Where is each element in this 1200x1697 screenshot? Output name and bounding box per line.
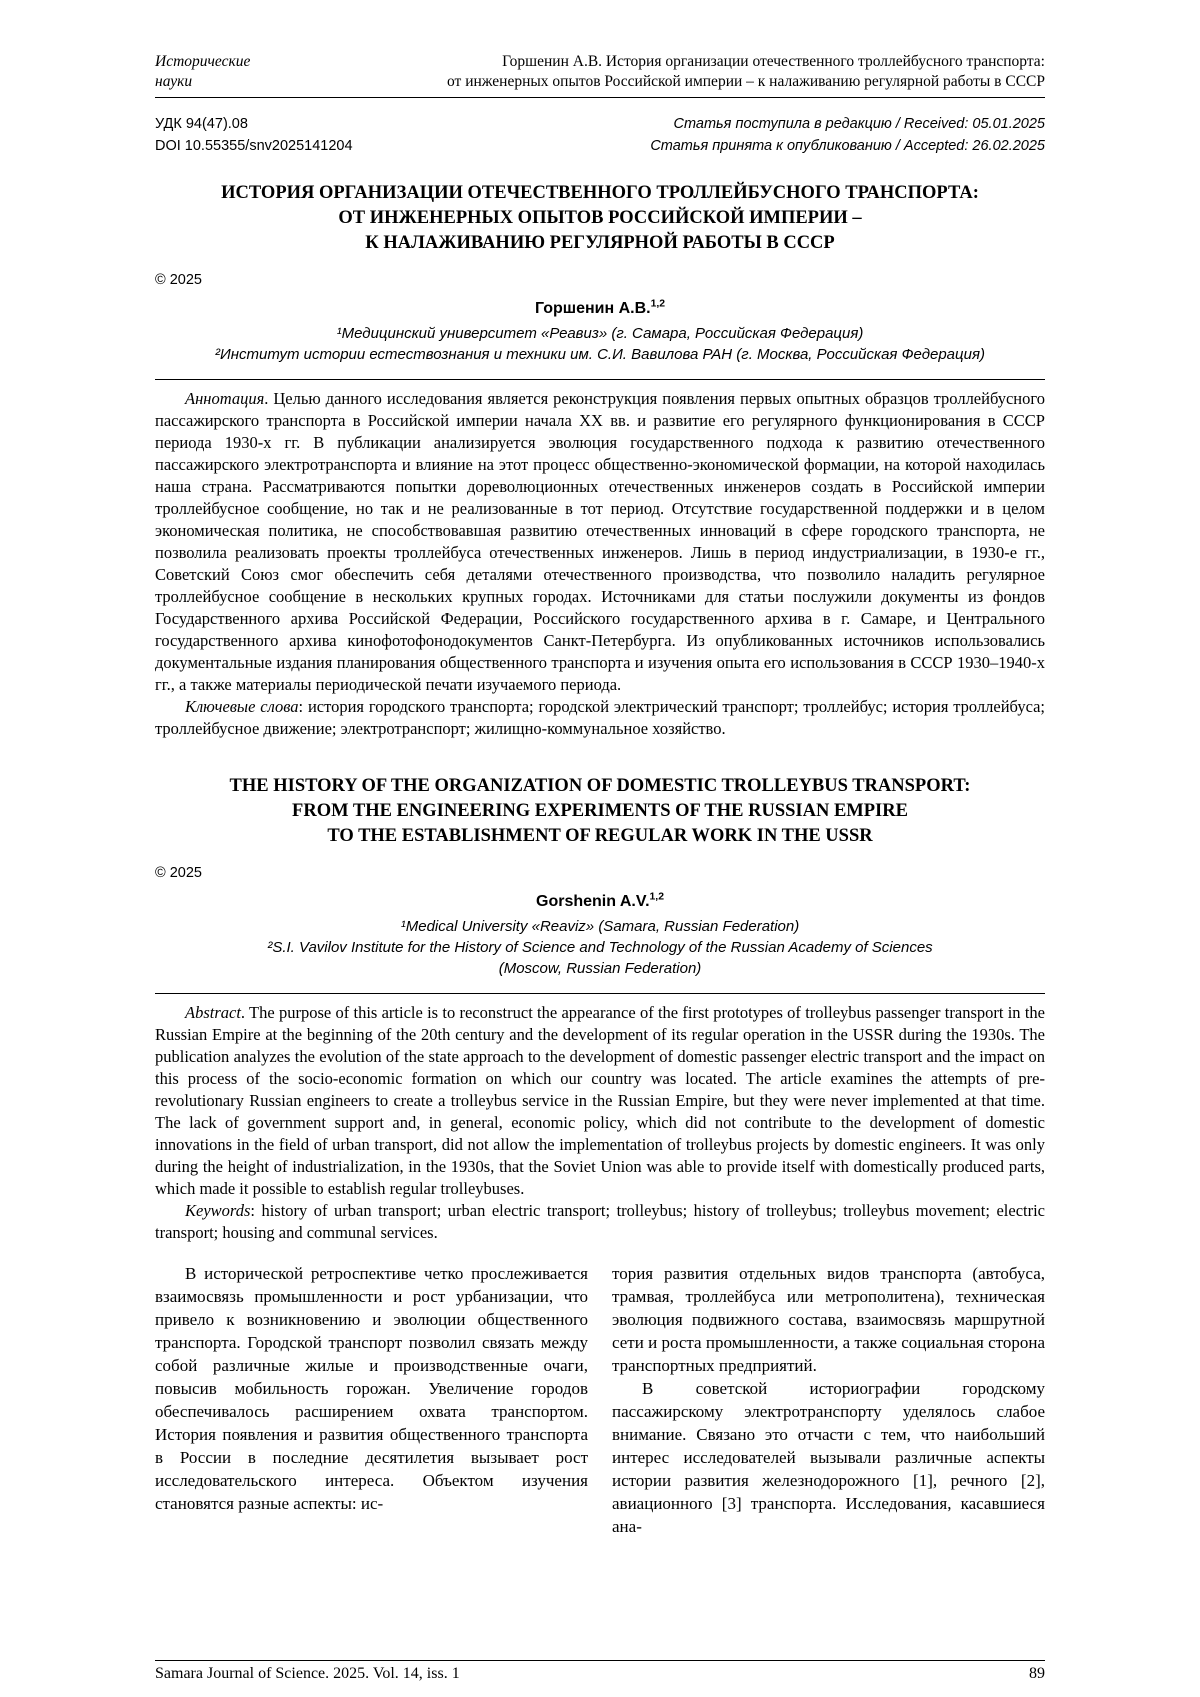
author-en	[155, 893, 1045, 911]
accepted-date: Статья принята к опубликованию / Accepted: 26.02.2025	[650, 138, 1045, 154]
title-ru-line2: ОТ ИНЖЕНЕРНЫХ ОПЫТОВ РОССИЙСКОЙ ИМПЕРИИ –	[338, 208, 862, 228]
journal-section-line1: Исторические	[155, 53, 251, 70]
article-title-en	[155, 774, 1045, 849]
affiliation-2-ru: ²Институт истории естествознания и техники им. С.И. Вавилова РАН (г. Москва, Российская Федерация)	[215, 346, 985, 363]
abstract-text-ru: . Целью данного исследования является реконструкция появления первых опытных образцов троллейбусного пассажирского транспорта в Российской империи начала XX вв. и развитие его регулярного функционирования в СССР периода 1930-х гг. В публикации анализируется эволюция государственного подхода к развитию отечественного пассажирского электротранспорта и влияние на этот процесс общественно-экономической формации, на которой находилась наша страна. Рассматриваются попытки дореволюционных отечественных инженеров создать в Российской империи троллейбусное сообщение, но так и не реализованные в тот период. Отсутствие государственной поддержки и в целом экономическая политика, не способствовавшая развитию отечественных инноваций в сфере городского транспорта, не позволила реализовать проекты троллейбуса отечественных инженеров. Лишь в период индустриализации, в 1930-е гг., Советский Союз смог обеспечить себя деталями отечественного производства, что позволило наладить регулярное троллейбусное сообщение в нескольких крупных городах. Источниками для статьи послужили документы из фондов Государственного архива Российской Федерации, Российского государственного архива в г. Самаре, и Центрального государственного архива кинофотофонодокументов Санкт-Петербурга. Из опубликованных источников использовались документальные издания планирования общественного транспорта и изучения опыта его использования в СССР 1930–1940-х гг., а также материалы периодической печати изучаемого периода.	[155, 389, 1045, 694]
keywords-text-ru: : история городского транспорта; городской электрический транспорт; троллейбус; история троллейбуса; троллейбусное движение; электротранспорт; жилищно-коммунальное хозяйство.	[155, 697, 1045, 738]
abstract-divider-en	[155, 993, 1045, 994]
page-footer	[155, 1660, 1045, 1683]
affiliation-2-en-line1: ²S.I. Vavilov Institute for the History of Science and Technology of the Russian Academy of Sciences	[267, 939, 933, 956]
body-column-right	[612, 1262, 1045, 1538]
article-title-ru	[155, 181, 1045, 256]
keywords-ru	[155, 696, 1045, 740]
affiliations-ru	[155, 323, 1045, 365]
abstract-en	[155, 1002, 1045, 1200]
running-title	[447, 52, 1045, 92]
author-affiliation-sup-en: 1,2	[649, 891, 664, 903]
author-affiliation-sup-ru: 1,2	[650, 298, 666, 310]
running-header	[155, 52, 1045, 92]
affiliation-1-ru: ¹Медицинский университет «Реавиз» (г. Самара, Российская Федерация)	[336, 325, 864, 342]
journal-section-label	[155, 52, 250, 92]
affiliation-1-en: ¹Medical University «Reaviz» (Samara, Russian Federation)	[400, 918, 800, 935]
keywords-text-en: : history of urban transport; urban electric transport; trolleybus; history of trolleybus; trolleybus movement; electric transport; housing and communal services.	[155, 1201, 1045, 1242]
copyright-ru: © 2025	[155, 272, 202, 288]
affiliations-en	[155, 916, 1045, 979]
journal-citation: Samara Journal of Science. 2025. Vol. 14, iss. 1	[155, 1665, 460, 1682]
body-paragraph: В советской историографии городскому пассажирскому электротранспорту уделялось слабое внимание. Связано это отчасти с тем, что наибольший интерес исследователей вызывали различные аспекты истории развития железнодорожного [1], речного [2], авиационного [3] транспорта. Исследования, касавшиеся ана-	[612, 1379, 1045, 1536]
journal-section-line2: науки	[155, 73, 193, 90]
article-meta	[155, 113, 1045, 157]
meta-dates	[650, 113, 1045, 157]
title-ru-line1: ИСТОРИЯ ОРГАНИЗАЦИИ ОТЕЧЕСТВЕННОГО ТРОЛЛЕЙБУСНОГО ТРАНСПОРТА:	[221, 183, 979, 203]
abstract-label-ru: Аннотация	[185, 389, 265, 408]
author-name-ru: Горшенин А.В.	[534, 300, 651, 317]
keywords-en	[155, 1200, 1045, 1244]
abstract-label-en: Abstract	[185, 1003, 241, 1022]
header-rule	[155, 97, 1045, 98]
footer-row	[155, 1661, 1045, 1683]
affiliation-2-en-line2: (Moscow, Russian Federation)	[498, 960, 702, 977]
title-en-line3: TO THE ESTABLISHMENT OF REGULAR WORK IN THE USSR	[327, 826, 873, 846]
received-date: Статья поступила в редакцию / Received: 05.01.2025	[673, 116, 1045, 132]
title-en-line2: FROM THE ENGINEERING EXPERIMENTS OF THE RUSSIAN EMPIRE	[292, 801, 908, 821]
doi: DOI 10.55355/snv2025141204	[155, 138, 353, 154]
author-ru	[155, 300, 1045, 318]
keywords-label-en: Keywords	[185, 1201, 251, 1220]
title-en-line1: THE HISTORY OF THE ORGANIZATION OF DOMESTIC TROLLEYBUS TRANSPORT:	[229, 776, 971, 796]
body-paragraph: тория развития отдельных видов транспорта (автобуса, трамвая, троллейбуса или метрополитена), техническая эволюция подвижного состава, взаимосвязь маршрутной сети и роста промышленности, а также социальная сторона транспортных предприятий.	[612, 1264, 1045, 1375]
meta-identifiers	[155, 113, 353, 157]
running-title-line1: Горшенин А.В. История организации отечественного троллейбусного транспорта:	[502, 53, 1045, 70]
body-paragraph: В исторической ретроспективе четко прослеживается взаимосвязь промышленности и рост урбанизации, что привело к возникновению и эволюции общественного транспорта. Городской транспорт позволил связать между собой различные жилые и производственные очаги, повысив мобильность горожан. Увеличение городов обеспечивалось расширением охвата транспортом. История появления и развития общественного транспорта в России в последние десятилетия вызывает рост исследовательского интереса. Объектом изучения становятся разные аспекты: ис-	[155, 1264, 588, 1513]
abstract-ru	[155, 388, 1045, 696]
copyright-en: © 2025	[155, 865, 202, 881]
title-ru-line3: К НАЛАЖИВАНИЮ РЕГУЛЯРНОЙ РАБОТЫ В СССР	[365, 233, 835, 253]
running-title-line2: от инженерных опытов Российской империи – к налаживанию регулярной работы в СССР	[447, 73, 1045, 90]
keywords-label-ru: Ключевые слова	[185, 697, 299, 716]
page-number: 89	[1029, 1665, 1045, 1682]
author-name-en: Gorshenin A.V.	[536, 893, 650, 910]
article-body	[155, 1262, 1045, 1538]
udc-code: УДК 94(47).08	[155, 116, 248, 132]
body-column-left	[155, 1262, 588, 1538]
abstract-divider-ru	[155, 379, 1045, 380]
abstract-text-en: . The purpose of this article is to reconstruct the appearance of the first prototypes of trolleybus passenger transport in the Russian Empire at the beginning of the 20th century and the development of its regular operation in the USSR during the 1930s. The publication analyzes the evolution of the state approach to the development of domestic passenger electric transport and the impact on this process of the socio-economic formation on which our country was located. The article examines the attempts of pre-revolutionary Russian engineers to create a trolleybus service in the Russian Empire, but they were never implemented at that time. The lack of government support and, in general, economic policy, which did not contribute to the development of domestic innovations in the field of urban transport, did not allow the implementation of trolleybus projects by domestic engineers. It was only during the height of industrialization, in the 1930s, that the Soviet Union was able to provide itself with domestically produced parts, which made it possible to establish regular trolleybuses.	[155, 1003, 1045, 1198]
